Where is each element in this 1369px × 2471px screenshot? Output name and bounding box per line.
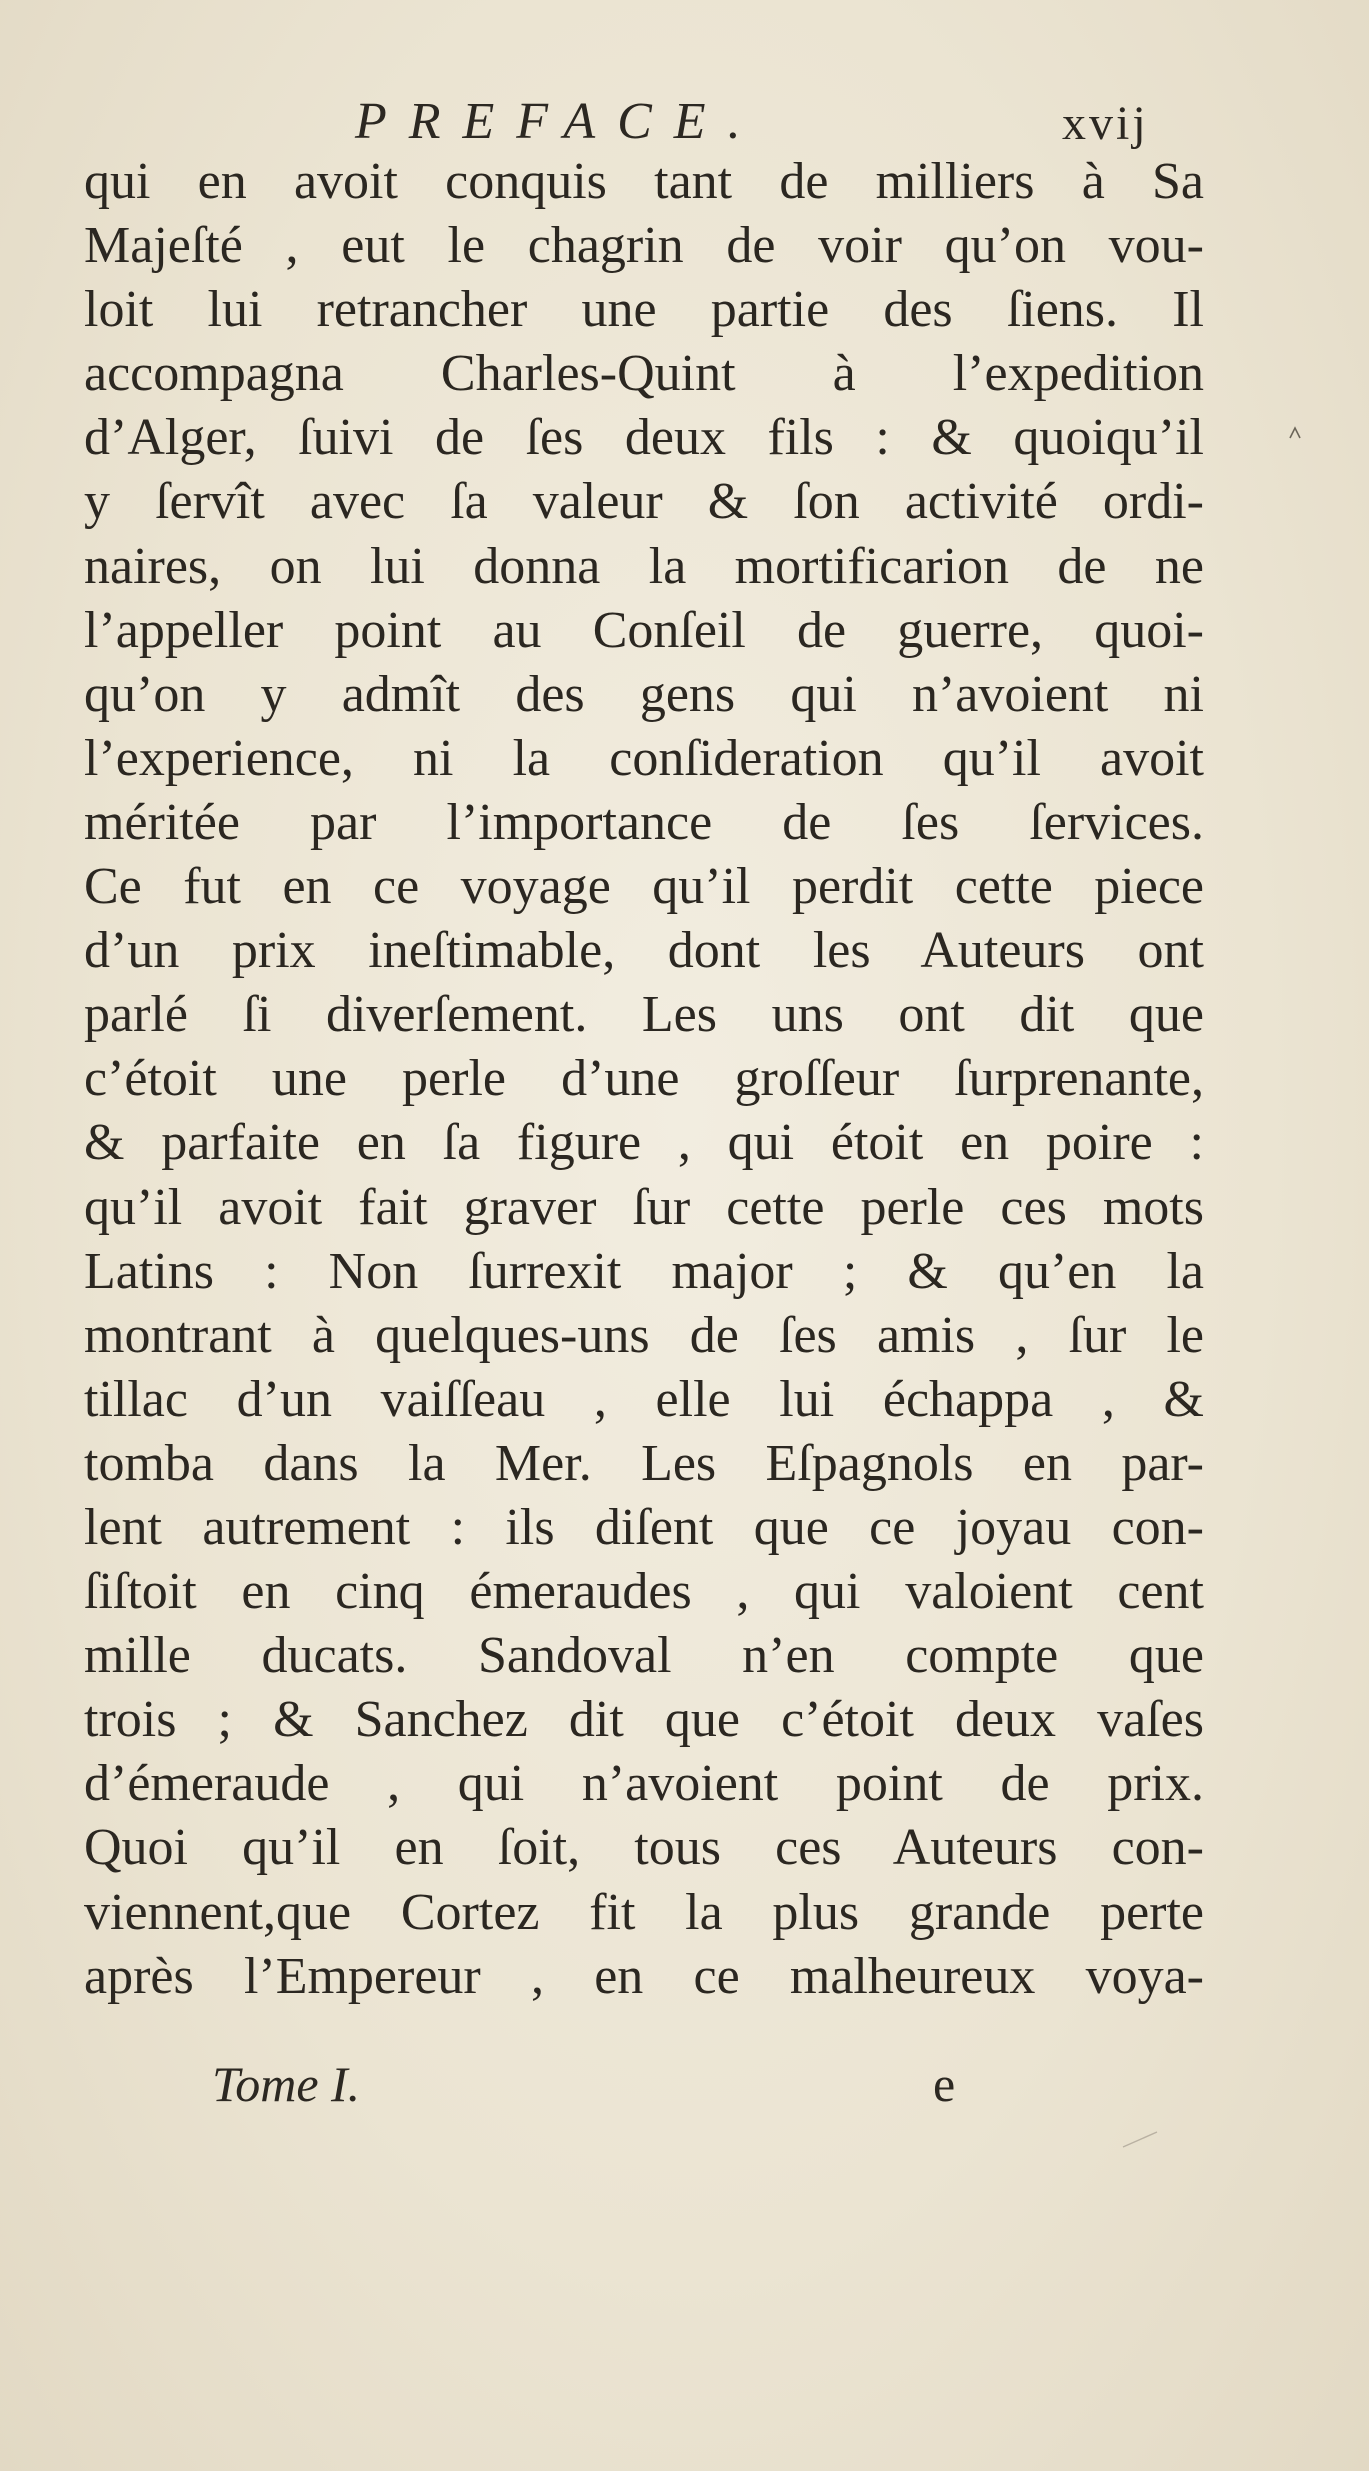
text-line: parlé ſi diverſement. Les uns ont dit que (84, 986, 1204, 1044)
text-line: y ſervît avec ſa valeur & ſon activité ordi- (84, 473, 1204, 531)
text-line: accompagna Charles-Quint à l’expedition (84, 345, 1204, 403)
text-line: qu’on y admît des gens qui n’avoient ni (84, 665, 1204, 723)
text-line: d’émeraude , qui n’avoient point de prix. (84, 1755, 1204, 1813)
text-line: méritée par l’importance de ſes ſervices. (84, 793, 1204, 851)
text-line: montrant à quelques-uns de ſes amis , ſur le (84, 1306, 1204, 1364)
text-line: Latins : Non ſurrexit major ; & qu’en la (84, 1242, 1204, 1300)
text-line: loit lui retrancher une partie des ſiens. Il (84, 281, 1204, 339)
text-line: viennent,que Cortez fit la plus grande perte (84, 1883, 1204, 1941)
text-line: lent autrement : ils diſent que ce joyau con- (84, 1498, 1204, 1556)
text-line: qui en avoit conquis tant de milliers à Sa (84, 153, 1204, 210)
text-line: Ce fut en ce voyage qu’il perdit cette piece (84, 858, 1204, 916)
text-line: & parfaite en ſa figure , qui étoit en poire : (84, 1114, 1204, 1172)
page-footer (0, 2055, 1369, 2125)
text-line: l’appeller point au Conſeil de guerre, quoi- (84, 601, 1204, 659)
volume-line: Tome I. (212, 2056, 361, 2112)
text-line: d’un prix ineſtimable, dont les Auteurs ont (84, 922, 1204, 980)
body-text (84, 150, 1204, 2009)
text-line: mille ducats. Sandoval n’en compte que (84, 1627, 1204, 1685)
running-title: PREFACE. (355, 93, 763, 150)
signature-mark: e (933, 2056, 956, 2112)
text-line: après l’Empereur , en ce malheureux voya- (84, 1947, 1204, 2005)
text-line: trois ; & Sanchez dit que c’étoit deux vaſes (84, 1691, 1204, 1749)
pencil-stroke-icon (1120, 2128, 1160, 2150)
page-number: xvij (1062, 97, 1149, 150)
text-line: l’experience, ni la conſideration qu’il avoit (84, 729, 1204, 787)
text-line: c’étoit une perle d’une groſſeur ſurprenante, (84, 1050, 1204, 1108)
text-line: d’Alger, ſuivi de ſes deux fils : & quoiqu’il (84, 409, 1204, 467)
text-line: tomba dans la Mer. Les Eſpagnols en par- (84, 1434, 1204, 1492)
text-line: naires, on lui donna la mortificarion de ne (84, 537, 1204, 595)
text-line: tillac d’un vaiſſeau , elle lui échappa , & (84, 1370, 1204, 1428)
text-line: ſiſtoit en cinq émeraudes , qui valoient cent (84, 1563, 1204, 1621)
text-line: qu’il avoit fait graver ſur cette perle ces mots (84, 1178, 1204, 1236)
text-line: Quoi qu’il en ſoit, tous ces Auteurs con- (84, 1819, 1204, 1877)
text-line: Majeſté , eut le chagrin de voir qu’on vou- (84, 217, 1204, 275)
caret-mark-icon (1287, 425, 1303, 441)
